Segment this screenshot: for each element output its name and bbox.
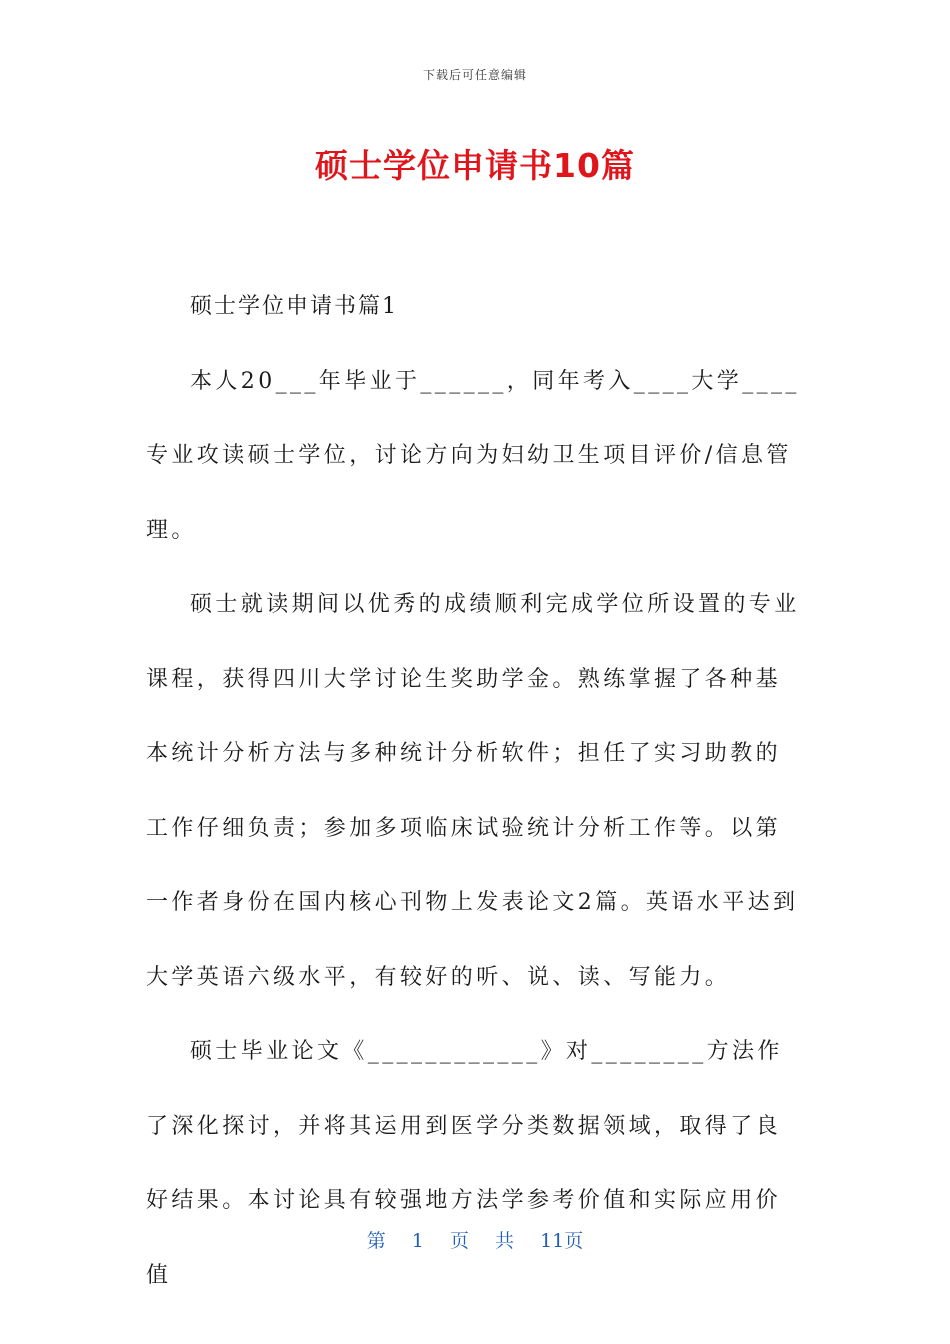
footer-page-word: 页	[449, 1230, 469, 1252]
page-footer	[0, 1226, 950, 1253]
footer-current-page: 1	[411, 1230, 424, 1252]
paragraph-2: 硕士就读期间以优秀的成绩顺利完成学位所设置的专业课程，获得四川大学讨论生奖助学金。熟练掌握了各种基本统计分析方法与多种统计分析软件；担任了实习助教的工作仔细负责；参加多项临床试验统计分析工作等。以第一作者身份在国内核心刊物上发表论文2篇。英语水平达到大学英语六级水平，有较好的听、说、读、写能力。	[146, 592, 800, 990]
paragraph-3: 硕士毕业论文《____________》对________方法作了深化探讨，并将其运用到医学分类数据领域，取得了良好结果。本讨论具有较强地方法学参考价值和实际应用价值	[146, 1039, 783, 1288]
document-title: 硕士学位申请书10篇	[315, 146, 635, 185]
footer-total-pages: 11页	[540, 1230, 584, 1252]
section-heading: 硕士学位申请书篇1	[190, 294, 398, 319]
document-body	[146, 270, 806, 1313]
header-note: 下载后可任意编辑	[422, 68, 527, 82]
footer-prefix: 第	[366, 1230, 386, 1252]
paragraph-1: 本人20___年毕业于______，同年考入____大学____专业攻读硕士学位，讨论方向为妇幼卫生项目评价/信息管理。	[146, 368, 800, 543]
footer-total-prefix: 共	[495, 1230, 515, 1252]
